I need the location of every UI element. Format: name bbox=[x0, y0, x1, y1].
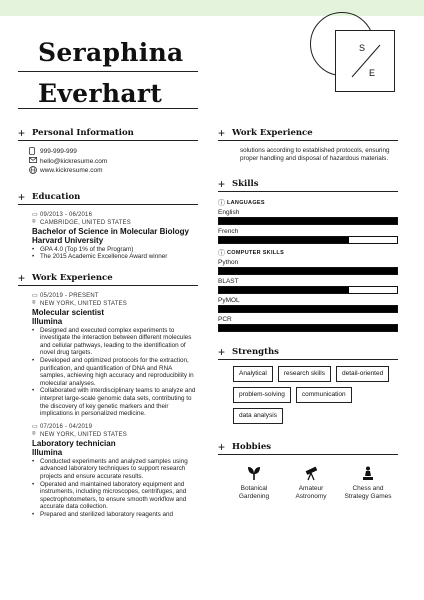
email-text: hello@kickresume.com bbox=[40, 157, 108, 165]
list-item: • Collaborated with interdisciplinary teams to analyze and interpret large-scale genomic data sets, contributing to the discovery of key genetic markers and their implications in personalized medicine. bbox=[40, 387, 198, 417]
plus-icon: + bbox=[218, 345, 226, 360]
skill-name: Python bbox=[218, 259, 239, 267]
section-title: Work Experience bbox=[232, 128, 313, 138]
skill-bar-fill bbox=[219, 268, 397, 274]
calendar-icon: ▭ bbox=[32, 424, 38, 431]
strength-tag: Analytical bbox=[233, 366, 273, 382]
section-title: Strengths bbox=[232, 347, 279, 358]
section-work[interactable] bbox=[18, 271, 198, 286]
skill-bar bbox=[218, 286, 398, 294]
plus-icon: + bbox=[218, 177, 226, 192]
section-title: Hobbies bbox=[232, 442, 272, 453]
skill-bar-fill bbox=[219, 287, 349, 293]
right-column bbox=[218, 126, 398, 501]
strength-tag: detail-oriented bbox=[336, 366, 389, 382]
job1-dates bbox=[18, 292, 198, 300]
skill-bar-fill bbox=[219, 237, 349, 243]
plant-icon bbox=[246, 465, 262, 481]
plus-icon: + bbox=[218, 126, 226, 140]
job1-location-text: NEW YORK, UNITED STATES bbox=[40, 300, 127, 307]
hobby-label: Botanical Gardening bbox=[238, 485, 270, 501]
section-strengths[interactable] bbox=[218, 345, 398, 360]
job1-company: Illumina bbox=[32, 317, 63, 327]
contact-website[interactable] bbox=[18, 166, 198, 176]
job2-title: Laboratory technician bbox=[32, 438, 116, 448]
edu-location bbox=[18, 219, 198, 227]
work-continued-text: solutions according to established protocols, ensuring proper handling and disposal of hazardous materials. bbox=[240, 147, 390, 162]
job2-location bbox=[18, 431, 198, 439]
chess-icon bbox=[360, 465, 376, 481]
skill-bar-fill bbox=[219, 306, 397, 312]
edu-location-text: CAMBRIDGE, UNITED STATES bbox=[40, 219, 131, 226]
section-work-continued[interactable] bbox=[218, 126, 398, 141]
section-hobbies[interactable] bbox=[218, 440, 398, 455]
phone-icon bbox=[29, 147, 40, 157]
strengths-tags bbox=[218, 366, 398, 424]
list-item: • GPA 4.0 (Top 1% of the Program) bbox=[40, 246, 198, 254]
section-title: Education bbox=[32, 191, 81, 202]
skill-name: BLAST bbox=[218, 278, 239, 286]
hobbies-list bbox=[218, 461, 398, 501]
skill-name: French bbox=[218, 228, 239, 236]
monogram-e: E bbox=[369, 68, 376, 78]
skill-name: PyMOL bbox=[218, 297, 240, 305]
name-last: Everhart bbox=[38, 79, 163, 108]
edu-degree: Bachelor of Science in Molecular Biology bbox=[32, 226, 189, 236]
mail-icon bbox=[29, 157, 40, 165]
list-item: • Developed and optimized protocols for the extraction, purification, and quantification of DNA and RNA samples, achieving high accuracy and reproducibility in molecular analyses. bbox=[40, 357, 198, 387]
job2-location-text: NEW YORK, UNITED STATES bbox=[40, 431, 127, 438]
globe-icon bbox=[29, 166, 40, 176]
job2-dates bbox=[18, 423, 198, 431]
hobby-label: Chess and Strategy Games bbox=[344, 485, 392, 501]
left-column bbox=[18, 126, 198, 519]
skill-bar bbox=[218, 217, 398, 225]
hobby-label: Amateur Astronomy bbox=[295, 485, 327, 501]
skill-bar-fill bbox=[219, 325, 397, 331]
name-rule-1 bbox=[18, 71, 198, 72]
plus-icon: + bbox=[18, 126, 26, 140]
skill-group-computer bbox=[218, 248, 398, 257]
skill-name: PCR bbox=[218, 316, 232, 324]
skill-bar bbox=[218, 236, 398, 244]
list-item: • Operated and maintained laboratory equipment and instruments, including microscopes, centrifuges, and spectrophotometers, to ensure smooth workflow and accurate data collection. bbox=[40, 481, 198, 511]
plus-icon: + bbox=[18, 189, 26, 204]
plus-icon: + bbox=[18, 270, 26, 285]
list-item: • Conducted experiments and analyzed samples using advanced laboratory techniques to support research projects and ensure accurate results. bbox=[40, 458, 198, 481]
strength-tag: communication bbox=[296, 387, 352, 403]
job2-company: Illumina bbox=[32, 448, 63, 458]
skill-bar bbox=[218, 267, 398, 275]
hobby-item bbox=[230, 465, 278, 501]
phone-text: 999-999-999 bbox=[40, 148, 77, 156]
contact-email[interactable] bbox=[18, 157, 198, 167]
location-pin-icon: ⌾ bbox=[32, 431, 36, 438]
job1-title: Molecular scientist bbox=[32, 307, 105, 317]
plus-icon: + bbox=[218, 440, 226, 455]
skill-group-label: LANGUAGES bbox=[227, 199, 265, 206]
strength-tag: problem-solving bbox=[233, 387, 291, 403]
section-skills[interactable] bbox=[218, 177, 398, 192]
job2-bullets bbox=[18, 458, 198, 519]
location-pin-icon: ⌾ bbox=[32, 219, 36, 225]
section-personal[interactable] bbox=[18, 126, 198, 141]
section-title: Personal Information bbox=[32, 128, 134, 138]
section-title: Work Experience bbox=[32, 272, 113, 283]
monogram-diagonal bbox=[336, 31, 396, 93]
name-rule-2 bbox=[18, 108, 198, 109]
hobby-item bbox=[287, 465, 335, 501]
job1-location bbox=[18, 300, 198, 308]
skill-bar bbox=[218, 305, 398, 313]
monogram-s: S bbox=[359, 43, 366, 53]
edu-bullets bbox=[18, 246, 198, 261]
job1-dates-text: 05/2019 - PRESENT bbox=[40, 292, 99, 299]
languages-list bbox=[218, 209, 398, 244]
info-icon: ⓘ bbox=[218, 249, 226, 257]
list-item: • Prepared and sterilized laboratory reagents and bbox=[40, 511, 198, 519]
skill-bar bbox=[218, 324, 398, 332]
contact-phone bbox=[18, 147, 198, 157]
skill-group-label: COMPUTER SKILLS bbox=[227, 249, 285, 256]
section-education[interactable] bbox=[18, 190, 198, 205]
calendar-icon: ▭ bbox=[32, 212, 38, 218]
list-item: • The 2015 Academic Excellence Award winner bbox=[40, 253, 198, 261]
skill-name: English bbox=[218, 209, 240, 217]
website-text: www.kickresume.com bbox=[40, 167, 103, 175]
telescope-icon bbox=[303, 465, 319, 481]
edu-dates-text: 09/2013 - 06/2016 bbox=[40, 211, 93, 218]
strength-tag: data analysis bbox=[233, 408, 283, 424]
skill-group-languages bbox=[218, 198, 398, 207]
strength-tag: research skills bbox=[278, 366, 331, 382]
job2-dates-text: 07/2016 - 04/2019 bbox=[40, 423, 93, 430]
info-icon: ⓘ bbox=[218, 199, 226, 207]
name-first: Seraphina bbox=[38, 38, 184, 67]
list-item: • Designed and executed complex experiments to investigate the interaction between different molecules and cellular pathways, leading to the identification of novel drug targets. bbox=[40, 327, 198, 357]
top-accent-bar bbox=[0, 0, 424, 16]
edu-school: Harvard University bbox=[32, 236, 104, 245]
calendar-icon: ▭ bbox=[32, 293, 38, 300]
location-pin-icon: ⌾ bbox=[32, 300, 36, 307]
section-title: Skills bbox=[232, 179, 259, 190]
monogram-box bbox=[335, 30, 395, 92]
skill-bar-fill bbox=[219, 218, 397, 224]
hobby-item bbox=[344, 465, 392, 501]
job1-bullets bbox=[18, 327, 198, 418]
edu-dates bbox=[18, 211, 198, 219]
computer-skills-list bbox=[218, 259, 398, 332]
